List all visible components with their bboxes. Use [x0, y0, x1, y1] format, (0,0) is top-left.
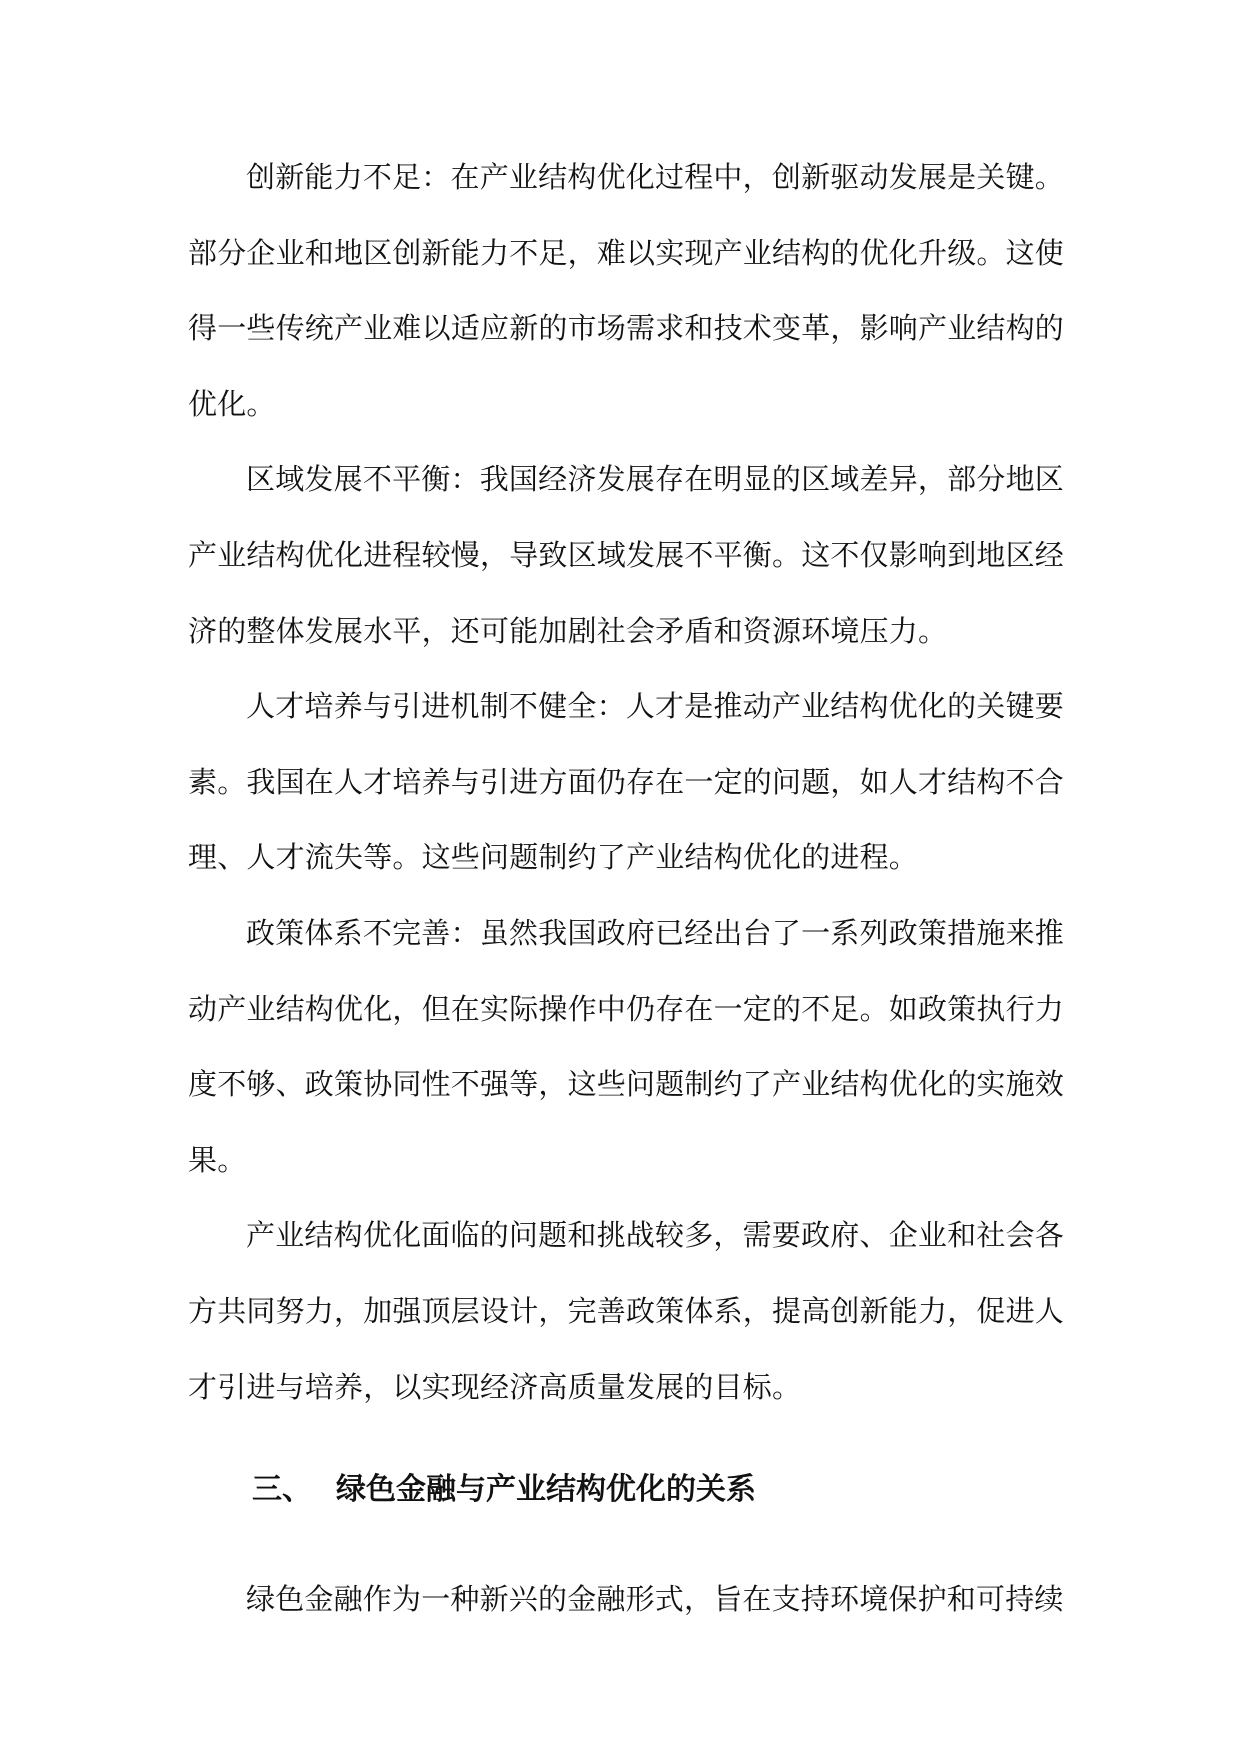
- paragraph-innovation: 创新能力不足：在产业结构优化过程中，创新驱动发展是关键。部分企业和地区创新能力不足，难以实现产业结构的优化升级。这使得一些传统产业难以适应新的市场需求和技术变革，影响产业结构的优化。: [188, 160, 1065, 421]
- paragraph-regional-imbalance: 区域发展不平衡：我国经济发展存在明显的区域差异，部分地区产业结构优化进程较慢，导致区域发展不平衡。这不仅影响到地区经济的整体发展水平，还可能加剧社会矛盾和资源环境压力。: [188, 462, 1065, 648]
- paragraph-talent: 人才培养与引进机制不健全：人才是推动产业结构优化的关键要素。我国在人才培养与引进方面仍存在一定的问题，如人才结构不合理、人才流失等。这些问题制约了产业结构优化的进程。: [188, 689, 1065, 875]
- section-heading: [252, 1466, 756, 1514]
- section-number: 三、: [252, 1472, 312, 1507]
- paragraph-policy: 政策体系不完善：虽然我国政府已经出台了一系列政策措施来推动产业结构优化，但在实际操作中仍存在一定的不足。如政策执行力度不够、政策协同性不强等，这些问题制约了产业结构优化的实施效果。: [188, 915, 1065, 1177]
- paragraph-green-finance: 绿色金融作为一种新兴的金融形式，旨在支持环境保护和可持续: [246, 1582, 1064, 1616]
- paragraph-summary: 产业结构优化面临的问题和挑战较多，需要政府、企业和社会各方共同努力，加强顶层设计，完善政策体系，提高创新能力，促进人才引进与培养，以实现经济高质量发展的目标。: [188, 1218, 1065, 1404]
- section-title: 绿色金融与产业结构优化的关系: [336, 1472, 756, 1507]
- body-text: [188, 140, 1064, 1425]
